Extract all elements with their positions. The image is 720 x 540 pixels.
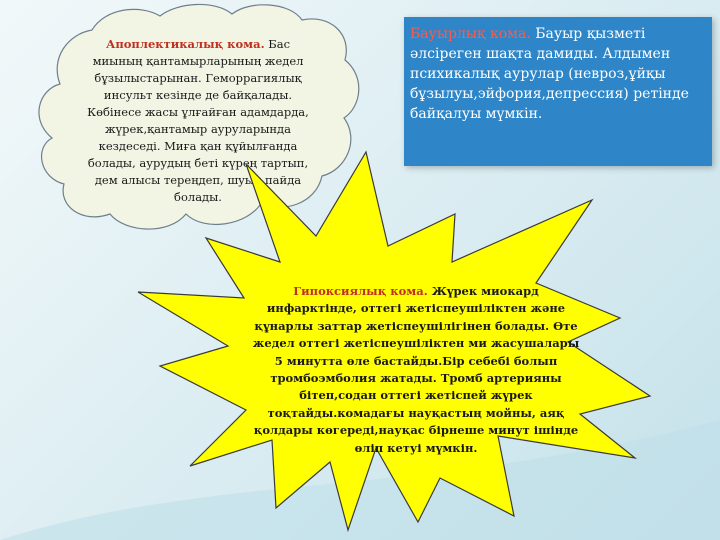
hepatic-coma-body: Бауыр қызметі әлсіреген шақта дамиды. Алдымен психикалық аурулар (невроз,ұйқы бұзылуы,эйфория,депрессия) ретінде байқалуы мүмкін.: [410, 26, 689, 122]
apoplectic-coma-title: Апоплектикалық кома.: [105, 37, 265, 51]
hepatic-coma-title: Бауырлық кома.: [410, 26, 531, 42]
hypoxic-coma-body: Жүрек миокард инфарктінде, оттегі жетіспеушіліктен және құнарлы заттар жетіспеушілігінен болады. Өте жедел оттегі жетіспеушіліктен ми жасушалары 5 минутта өле бастайды.Бір себебі болып тромбоэмболия жатады. Тромб артерияны бітеп,содан оттегі жетіспей жүрек тоқтайды.комадағы науқастың мойны, аяқ қолдары көгереді,науқас бірнеше минут ішінде өліп кетуі мүмкін.: [252, 284, 580, 455]
hypoxic-coma-title: Гипоксиялық кома.: [293, 284, 428, 298]
hypoxic-coma-text: [252, 283, 580, 457]
apoplectic-coma-body: Бас миының қантамырларының жедел бұзылыстарынан. Геморрагиялық инсульт кезінде де байқалады. Көбінесе жасы ұлғайған адамдарда, жүрек,қантамыр ауруларында кездеседі. Миға қан құйылғанда болады, аурудың беті күрең тартып, дем алысы тереңдеп, шуыл пайда болады.: [87, 37, 309, 204]
